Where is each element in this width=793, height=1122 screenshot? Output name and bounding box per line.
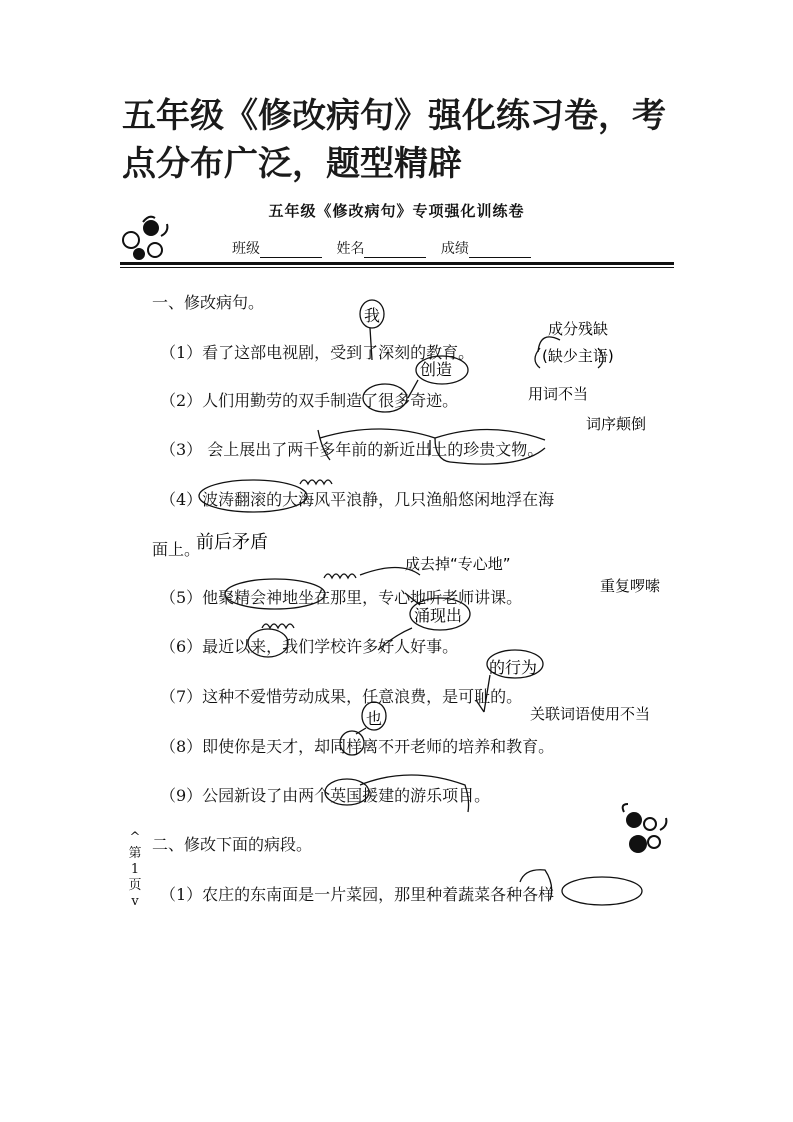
score-field[interactable]	[469, 243, 531, 258]
sentence-4-cont: 面上。	[152, 540, 201, 559]
sentence-8: （8）即使你是天才，却同样离不开老师的培养和教育。	[160, 737, 555, 756]
name-label: 姓名	[336, 241, 365, 257]
annotation-note-2: 用词不当	[528, 385, 589, 403]
annotation-note-1a: 成分残缺	[548, 320, 609, 338]
caret-up-icon: ^	[129, 830, 141, 845]
score-label: 成绩	[440, 241, 469, 257]
annotation-note-5: 成去掉“专心地”	[405, 555, 511, 573]
worksheet-title: 五年级《修改病句》专项强化训练卷	[268, 202, 525, 220]
class-label: 班级	[232, 241, 260, 257]
page-title: 五年级《修改病句》强化练习卷，考点分布广泛，题型精辟	[122, 96, 666, 184]
sentence-5: （5）他聚精会神地坐在那里，专心地听老师讲课。	[160, 588, 523, 607]
annotation-note-4: 前后矛盾	[196, 532, 268, 553]
annotation-insert-7: 的行为	[489, 658, 538, 677]
section-2-heading: 二、修改下面的病段。	[152, 835, 313, 854]
annotation-note-3: 词序颠倒	[586, 415, 647, 433]
section-2-sentence-1: （1）农庄的东南面是一片菜园，那里种着蔬菜各种各样	[160, 885, 555, 904]
class-field[interactable]	[260, 243, 322, 258]
sentence-4: （4）波涛翻滚的大海风平浪静，几只渔船悠闲地浮在海	[160, 490, 555, 509]
info-row	[232, 238, 541, 258]
annotation-insert-8: 也	[366, 709, 383, 728]
header-divider	[120, 262, 674, 265]
sentence-2: （2）人们用勤劳的双手制造了很多奇迹。	[160, 391, 459, 410]
page-suffix: 页	[128, 878, 142, 893]
annotation-insert-1: 我	[364, 306, 381, 325]
page-number: 1	[130, 862, 140, 877]
annotation-note-7: 关联词语使用不当	[530, 705, 651, 723]
header-divider-thin	[120, 267, 674, 268]
sentence-3: （3） 会上展出了两千多年前的新近出土的珍贵文物。	[160, 440, 544, 459]
section-1-heading: 一、修改病句。	[152, 293, 265, 312]
page-label: 第	[128, 846, 142, 861]
sentence-9: （9）公园新设了由两个英国援建的游乐项目。	[160, 786, 491, 805]
caret-down-icon: v	[131, 894, 139, 909]
butterfly-right-icon	[623, 804, 667, 852]
sentence-7: （7）这种不爱惜劳动成果，任意浪费，是可耻的。	[160, 687, 523, 706]
annotation-insert-6: 涌现出	[414, 606, 463, 625]
name-field[interactable]	[364, 243, 426, 258]
annotation-side-5: 重复啰嗦	[600, 577, 661, 595]
sentence-6: （6）最近以来，我们学校许多好人好事。	[160, 637, 459, 656]
page-indicator	[126, 830, 144, 910]
sentence-1: （1）看了这部电视剧，受到了深刻的教育。	[160, 343, 475, 362]
annotation-note-1b: (缺少主语)	[542, 347, 614, 365]
annotation-insert-2: 创造	[420, 360, 453, 379]
